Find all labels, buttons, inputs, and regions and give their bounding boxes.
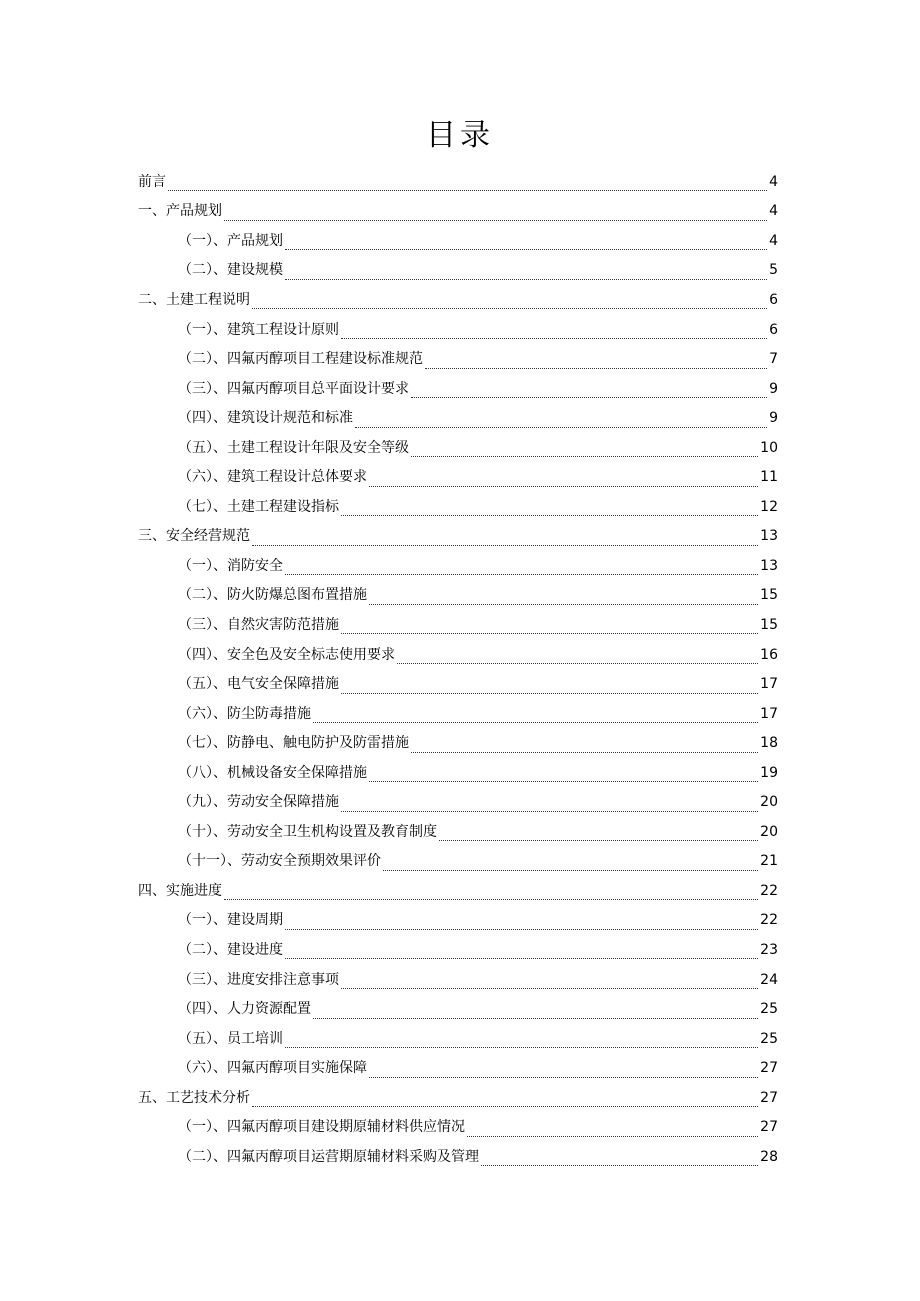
toc-entry-label: 一、产品规划: [138, 203, 222, 220]
toc-subsection-entry[interactable]: [138, 344, 778, 374]
dot-leader: [397, 649, 758, 664]
toc-entry-page-number: 12: [760, 498, 778, 515]
toc-entry-page-number: 15: [760, 616, 778, 633]
toc-entry-label: （六）、防尘防毒措施: [178, 705, 311, 722]
toc-entry-page-number: 18: [760, 735, 778, 752]
toc-entry-label: （二）、建设规模: [178, 262, 283, 279]
toc-entry-label: （十）、劳动安全卫生机构设置及教育制度: [178, 823, 437, 840]
toc-entry-label: （十一）、劳动安全预期效果评价: [178, 853, 381, 870]
toc-entry-page-number: 27: [760, 1089, 778, 1106]
toc-subsection-entry[interactable]: [138, 728, 778, 758]
toc-section-entry[interactable]: [138, 167, 778, 197]
dot-leader: [285, 560, 758, 575]
toc-subsection-entry[interactable]: [138, 610, 778, 640]
toc-subsection-entry[interactable]: [138, 640, 778, 670]
toc-entry-label: （七）、土建工程建设指标: [178, 498, 339, 515]
toc-entry-page-number: 9: [769, 380, 778, 397]
toc-entry-label: （四）、人力资源配置: [178, 1001, 311, 1018]
toc-entry-page-number: 13: [760, 557, 778, 574]
toc-entry-page-number: 27: [760, 1060, 778, 1077]
dot-leader: [411, 738, 758, 753]
toc-entry-label: （三）、进度安排注意事项: [178, 971, 339, 988]
dot-leader: [369, 590, 758, 605]
toc-entry-page-number: 10: [760, 439, 778, 456]
toc-entry-page-number: 24: [760, 971, 778, 988]
toc-section-entry[interactable]: [138, 522, 778, 552]
toc-subsection-entry[interactable]: [138, 462, 778, 492]
toc-entry-page-number: 28: [760, 1148, 778, 1165]
dot-leader: [355, 413, 767, 428]
dot-leader: [369, 1063, 758, 1078]
toc-entry-page-number: 13: [760, 528, 778, 545]
toc-entry-label: （九）、劳动安全保障措施: [178, 794, 339, 811]
toc-entry-label: （五）、土建工程设计年限及安全等级: [178, 439, 409, 456]
toc-entry-page-number: 11: [760, 469, 778, 486]
dot-leader: [439, 826, 758, 841]
toc-section-entry[interactable]: [138, 285, 778, 315]
toc-entry-page-number: 19: [760, 764, 778, 781]
toc-subsection-entry[interactable]: [138, 906, 778, 936]
toc-subsection-entry[interactable]: [138, 817, 778, 847]
toc-entry-page-number: 4: [769, 173, 778, 190]
dot-leader: [252, 1092, 758, 1107]
dot-leader: [341, 679, 758, 694]
dot-leader: [285, 265, 767, 280]
toc-entry-label: （六）、建筑工程设计总体要求: [178, 469, 367, 486]
dot-leader: [252, 531, 758, 546]
dot-leader: [285, 235, 767, 250]
toc-section-entry[interactable]: [138, 197, 778, 227]
toc-subsection-entry[interactable]: [138, 403, 778, 433]
toc-entry-page-number: 15: [760, 587, 778, 604]
toc-subsection-entry[interactable]: [138, 1113, 778, 1143]
dot-leader: [285, 915, 758, 930]
dot-leader: [285, 944, 758, 959]
toc-subsection-entry[interactable]: [138, 374, 778, 404]
toc-entry-label: （三）、自然灾害防范措施: [178, 616, 339, 633]
toc-entry-page-number: 4: [769, 203, 778, 220]
toc-subsection-entry[interactable]: [138, 433, 778, 463]
dot-leader: [341, 974, 758, 989]
toc-entry-label: 四、实施进度: [138, 882, 222, 899]
dot-leader: [341, 797, 758, 812]
dot-leader: [467, 1122, 758, 1137]
dot-leader: [481, 1151, 758, 1166]
toc-entry-page-number: 20: [760, 794, 778, 811]
dot-leader: [411, 442, 758, 457]
toc-entry-label: （二）、建设进度: [178, 941, 283, 958]
toc-entry-label: （一）、产品规划: [178, 232, 283, 249]
toc-entry-page-number: 6: [769, 321, 778, 338]
dot-leader: [369, 472, 758, 487]
dot-leader: [425, 354, 767, 369]
toc-entry-page-number: 27: [760, 1119, 778, 1136]
dot-leader: [341, 324, 767, 339]
dot-leader: [383, 856, 758, 871]
dot-leader: [313, 1004, 758, 1019]
toc-entry-label: （四）、安全色及安全标志使用要求: [178, 646, 395, 663]
dot-leader: [411, 383, 767, 398]
toc-entry-page-number: 7: [769, 351, 778, 368]
toc-subsection-entry[interactable]: [138, 581, 778, 611]
toc-subsection-entry[interactable]: [138, 847, 778, 877]
toc-entry-label: （二）、四氟丙醇项目工程建设标准规范: [178, 351, 423, 368]
toc-subsection-entry[interactable]: [138, 256, 778, 286]
toc-subsection-entry[interactable]: [138, 965, 778, 995]
toc-subsection-entry[interactable]: [138, 315, 778, 345]
toc-entry-page-number: 5: [769, 262, 778, 279]
toc-entry-label: （一）、建设周期: [178, 912, 283, 929]
toc-subsection-entry[interactable]: [138, 669, 778, 699]
toc-entry-label: （四）、建筑设计规范和标准: [178, 410, 353, 427]
toc-entry-page-number: 22: [760, 882, 778, 899]
toc-entry-label: 前言: [138, 173, 166, 190]
toc-entry-label: （一）、建筑工程设计原则: [178, 321, 339, 338]
toc-entry-label: （五）、电气安全保障措施: [178, 676, 339, 693]
toc-subsection-entry[interactable]: [138, 1142, 778, 1172]
toc-entry-page-number: 16: [760, 646, 778, 663]
toc-subsection-entry[interactable]: [138, 935, 778, 965]
toc-entry-label: 二、土建工程说明: [138, 291, 250, 308]
toc-entry-page-number: 25: [760, 1001, 778, 1018]
toc-entry-label: （二）、防火防爆总图布置措施: [178, 587, 367, 604]
toc-entry-label: （五）、员工培训: [178, 1030, 283, 1047]
toc-subsection-entry[interactable]: [138, 787, 778, 817]
toc-subsection-entry[interactable]: [138, 994, 778, 1024]
toc-entry-label: （六）、四氟丙醇项目实施保障: [178, 1060, 367, 1077]
toc-entry-label: （二）、四氟丙醇项目运营期原辅材料采购及管理: [178, 1148, 479, 1165]
toc-entry-page-number: 22: [760, 912, 778, 929]
toc-entry-label: （七）、防静电、触电防护及防雷措施: [178, 735, 409, 752]
dot-leader: [369, 767, 758, 782]
toc-subsection-entry[interactable]: [138, 1024, 778, 1054]
dot-leader: [313, 708, 758, 723]
toc-entry-page-number: 20: [760, 823, 778, 840]
toc-entry-page-number: 21: [760, 853, 778, 870]
toc-entry-label: 五、工艺技术分析: [138, 1089, 250, 1106]
dot-leader: [285, 1033, 758, 1048]
table-of-contents: [138, 167, 778, 1172]
dot-leader: [341, 501, 758, 516]
toc-section-entry[interactable]: [138, 1083, 778, 1113]
dot-leader: [341, 619, 758, 634]
toc-subsection-entry[interactable]: [138, 226, 778, 256]
toc-subsection-entry[interactable]: [138, 551, 778, 581]
toc-entry-label: 三、安全经营规范: [138, 528, 250, 545]
toc-entry-page-number: 9: [769, 410, 778, 427]
toc-subsection-entry[interactable]: [138, 699, 778, 729]
dot-leader: [224, 206, 767, 221]
toc-entry-label: （八）、机械设备安全保障措施: [178, 764, 367, 781]
toc-subsection-entry[interactable]: [138, 1053, 778, 1083]
toc-entry-page-number: 17: [760, 705, 778, 722]
toc-entry-page-number: 23: [760, 941, 778, 958]
toc-entry-label: （三）、四氟丙醇项目总平面设计要求: [178, 380, 409, 397]
toc-entry-label: （一）、四氟丙醇项目建设期原辅材料供应情况: [178, 1119, 465, 1136]
toc-entry-page-number: 25: [760, 1030, 778, 1047]
dot-leader: [224, 885, 758, 900]
dot-leader: [252, 294, 767, 309]
toc-entry-label: （一）、消防安全: [178, 557, 283, 574]
toc-subsection-entry[interactable]: [138, 492, 778, 522]
toc-entry-page-number: 6: [769, 291, 778, 308]
toc-subsection-entry[interactable]: [138, 758, 778, 788]
dot-leader: [168, 176, 767, 191]
toc-entry-page-number: 4: [769, 232, 778, 249]
page-title: 目录: [426, 118, 494, 153]
toc-entry-page-number: 17: [760, 676, 778, 693]
toc-section-entry[interactable]: [138, 876, 778, 906]
